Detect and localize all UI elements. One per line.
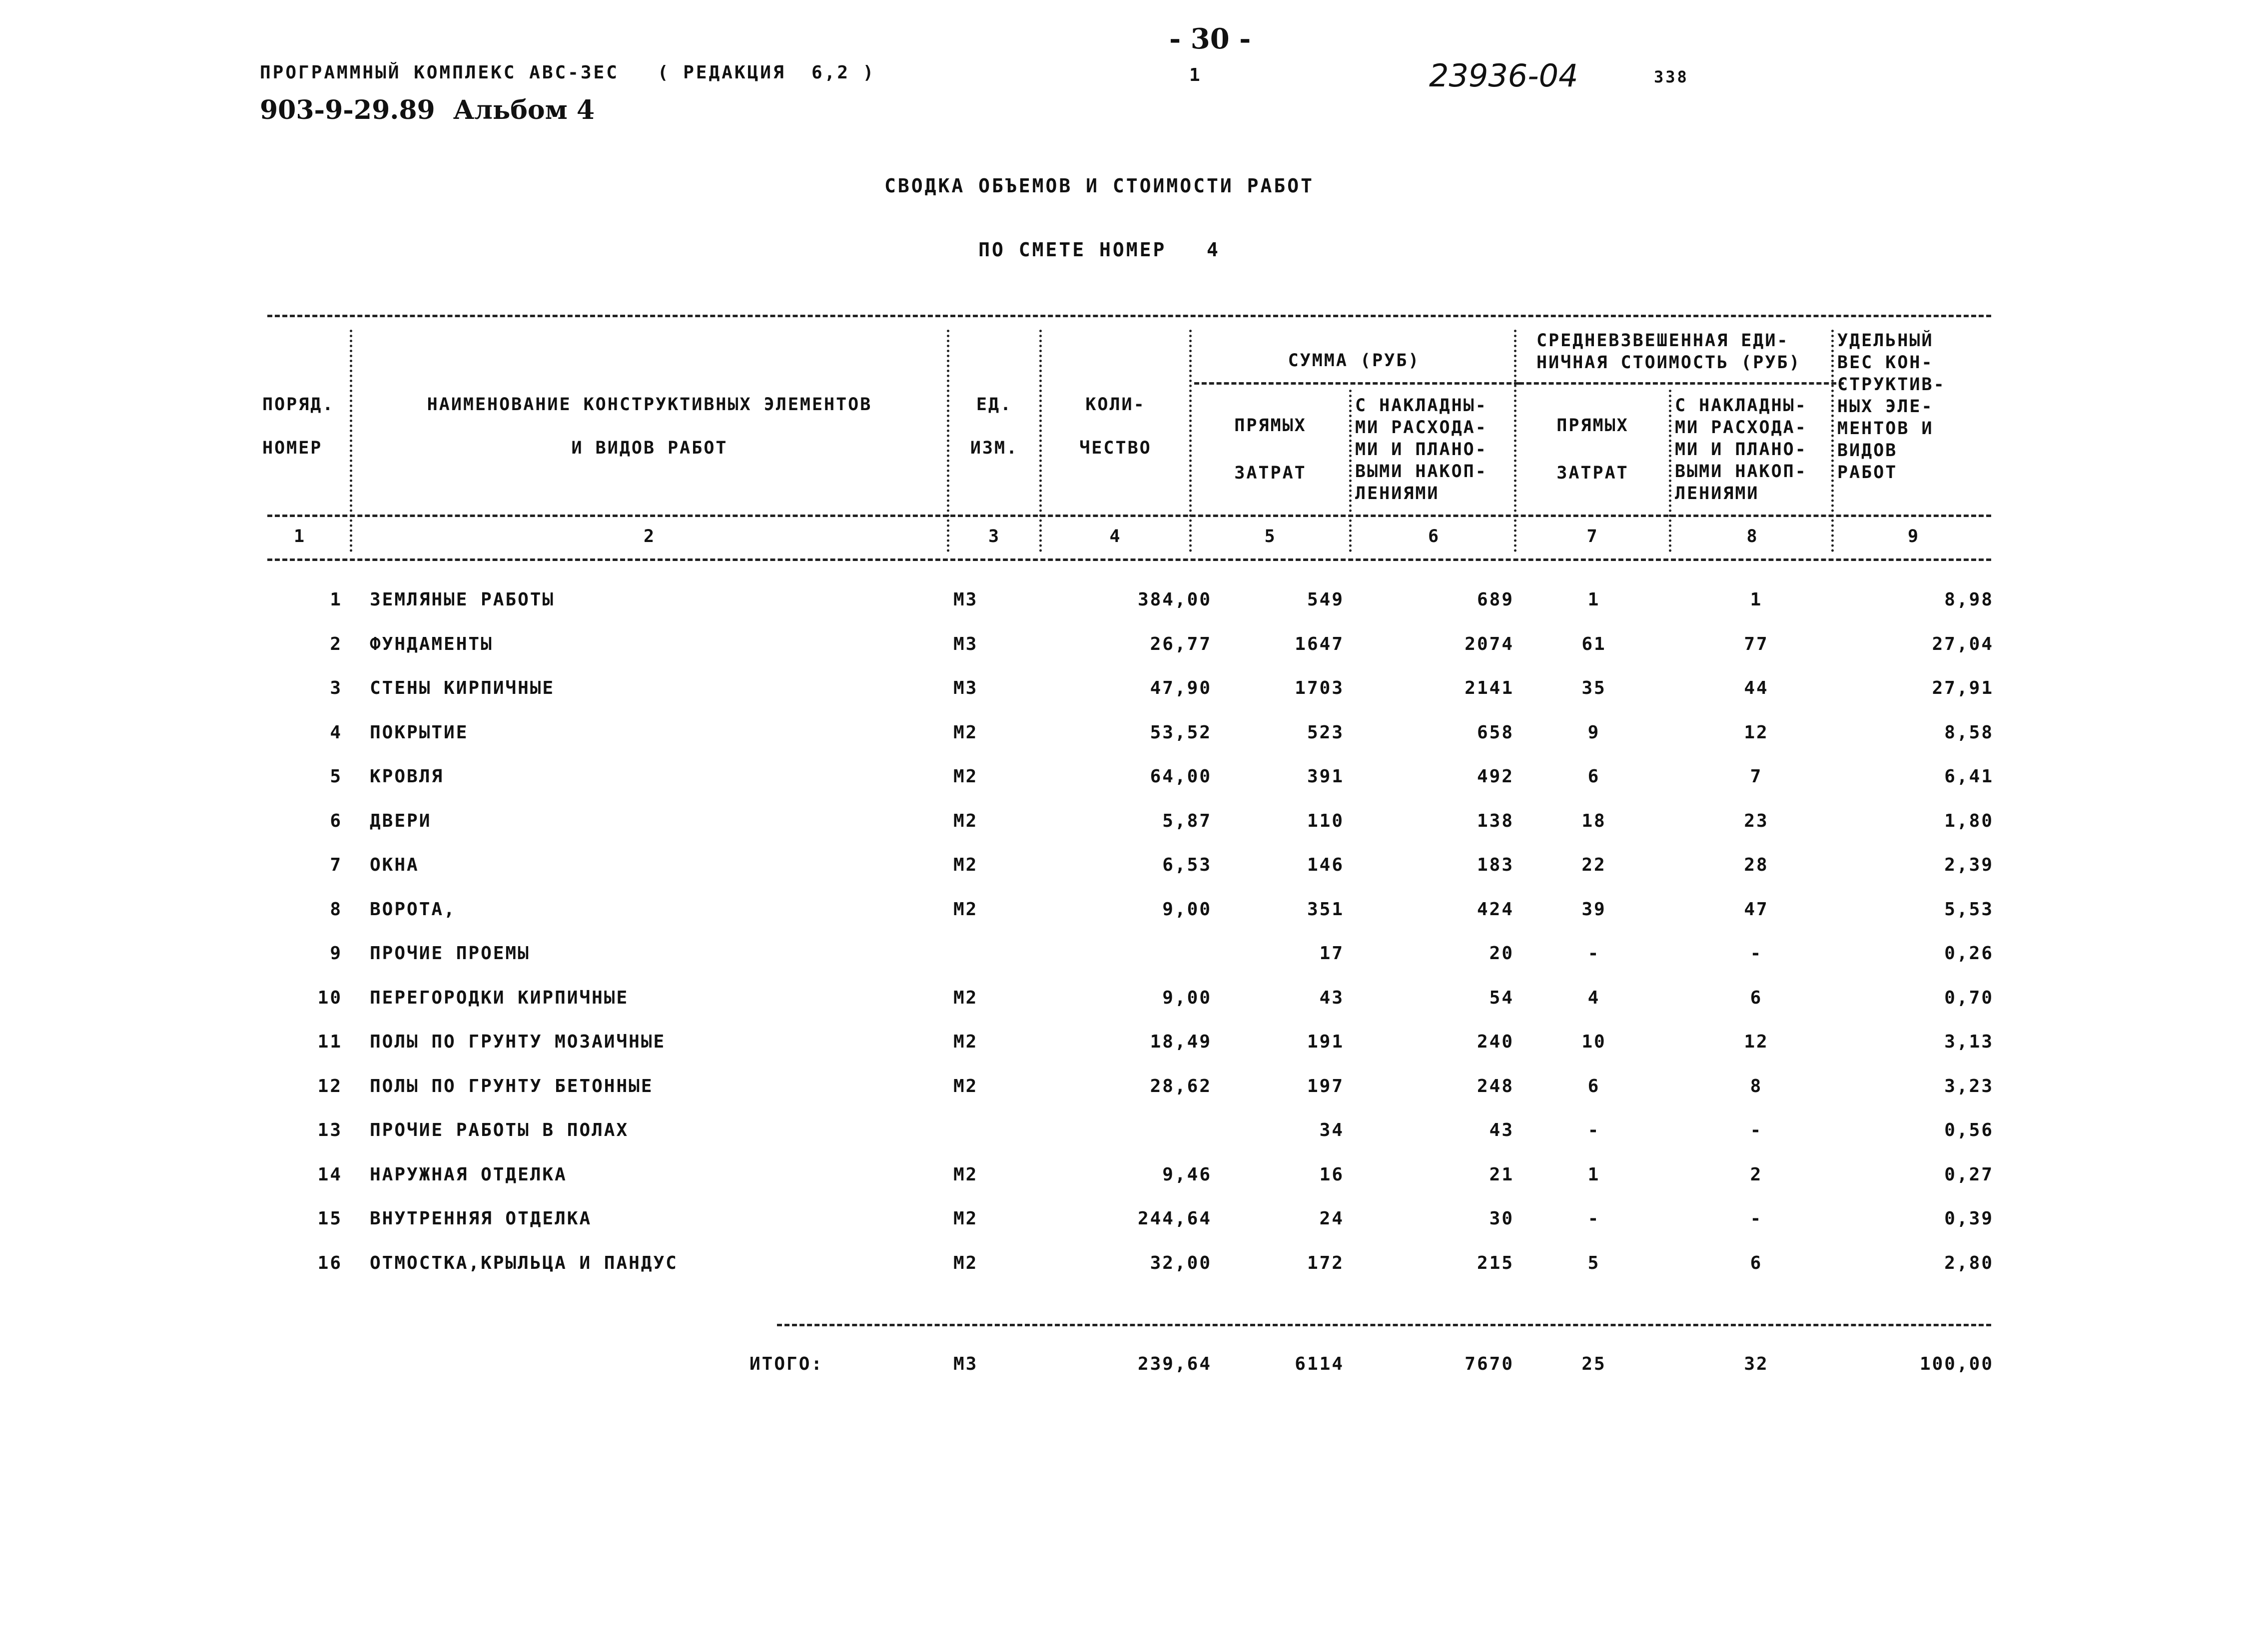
unit-direct-cost: 18: [1581, 810, 1606, 831]
program-name: ПРОГРАММНЫЙ КОМПЛЕКС АВС-ЗЕС ( РЕДАКЦИЯ 6,2 ): [260, 62, 876, 83]
cost-with-overhead: 43: [1489, 1120, 1514, 1140]
total-unit-direct-cost: 25: [1581, 1354, 1606, 1374]
cost-with-overhead: 30: [1489, 1208, 1514, 1229]
row-number: 14: [317, 1164, 342, 1185]
col9-header-line2: ВЕС КОН-: [1837, 353, 1934, 373]
col7-header-line2: ЗАТРАТ: [1556, 463, 1629, 483]
direct-cost: 1647: [1295, 633, 1344, 654]
row-number: 7: [330, 855, 342, 875]
col9-header-line1: УДЕЛЬНЫЙ: [1837, 331, 1934, 351]
share-percent: 6,41: [1944, 766, 1994, 787]
unit-cost-with-overhead: 7: [1750, 766, 1763, 787]
unit-direct-cost: 1: [1587, 1164, 1600, 1185]
row-number: 6: [330, 810, 342, 831]
share-percent: 0,70: [1944, 987, 1994, 1008]
cost-with-overhead: 248: [1477, 1076, 1514, 1097]
total-quantity: 239,64: [1137, 1354, 1212, 1374]
total-direct-cost: 6114: [1295, 1354, 1344, 1374]
direct-cost: 110: [1307, 810, 1344, 831]
unit-direct-cost: 39: [1581, 899, 1606, 920]
unit-direct-cost: 4: [1587, 987, 1600, 1008]
share-percent: 1,80: [1944, 810, 1994, 831]
unit-cost-with-overhead: 6: [1750, 987, 1763, 1008]
unit-direct-cost: -: [1587, 943, 1600, 964]
share-percent: 2,80: [1944, 1252, 1994, 1273]
row-number: 9: [330, 943, 342, 964]
work-name: ФУНДАМЕНТЫ: [370, 633, 493, 654]
col4-header-line1: КОЛИ-: [1085, 395, 1146, 415]
quantity: 53,52: [1150, 722, 1212, 743]
col-separator: [1189, 330, 1192, 552]
share-percent: 27,04: [1932, 633, 1994, 654]
share-percent: 0,26: [1944, 943, 1994, 964]
work-name: ДВЕРИ: [370, 810, 432, 831]
direct-cost: 16: [1319, 1164, 1344, 1185]
col-number-5: 5: [1264, 527, 1277, 547]
unit-direct-cost: 61: [1581, 633, 1606, 654]
col9-header-line6: ВИДОВ: [1837, 441, 1898, 461]
quantity: 26,77: [1150, 633, 1212, 654]
work-name: НАРУЖНАЯ ОТДЕЛКА: [370, 1164, 567, 1185]
col5-header-line1: ПРЯМЫХ: [1234, 416, 1307, 436]
unit-cost-with-overhead: 47: [1744, 899, 1769, 920]
unit: М2: [953, 810, 978, 831]
row-number: 5: [330, 766, 342, 787]
document-title: СВОДКА ОБЪЕМОВ И СТОИМОСТИ РАБОТ: [884, 175, 1315, 197]
col-number-1: 1: [293, 527, 306, 547]
total-share-percent: 100,00: [1919, 1354, 1994, 1374]
cost-with-overhead: 689: [1477, 589, 1514, 610]
share-percent: 8,98: [1944, 589, 1994, 610]
unit-group-rule: [1519, 382, 1844, 385]
unit-cost-with-overhead: 6: [1750, 1252, 1763, 1273]
unit: М2: [953, 987, 978, 1008]
cost-with-overhead: 20: [1489, 943, 1514, 964]
work-name: ПЕРЕГОРОДКИ КИРПИЧНЫЕ: [370, 987, 629, 1008]
work-name: ОКНА: [370, 855, 419, 875]
row-number: 16: [317, 1252, 342, 1273]
code-suffix: 338: [1654, 67, 1689, 86]
unit-cost-with-overhead: 1: [1750, 589, 1763, 610]
unit: М2: [953, 722, 978, 743]
work-name: ВОРОТА,: [370, 899, 456, 920]
col-number-7: 7: [1586, 527, 1599, 547]
quantity: 28,62: [1150, 1076, 1212, 1097]
work-name: ЗЕМЛЯНЫЕ РАБОТЫ: [370, 589, 555, 610]
quantity: 9,00: [1162, 899, 1212, 920]
work-name: ОТМОСТКА,КРЫЛЬЦА И ПАНДУС: [370, 1252, 678, 1273]
share-percent: 8,58: [1944, 722, 1994, 743]
page-number: - 30 -: [1169, 22, 1251, 55]
direct-cost: 523: [1307, 722, 1344, 743]
unit: М2: [953, 1032, 978, 1052]
row-number: 11: [317, 1032, 342, 1052]
unit-cost-with-overhead: -: [1750, 1208, 1763, 1229]
col6-header-line5: ЛЕНИЯМИ: [1355, 484, 1440, 504]
row-number: 2: [330, 633, 342, 654]
unit: М2: [953, 1164, 978, 1185]
cost-with-overhead: 21: [1489, 1164, 1514, 1185]
col6-header-line3: МИ И ПЛАНО-: [1355, 440, 1488, 460]
unit: М3: [953, 589, 978, 610]
cost-with-overhead: 2141: [1465, 678, 1514, 698]
col6-header-line1: С НАКЛАДНЫ-: [1355, 396, 1488, 416]
quantity: 9,46: [1162, 1164, 1212, 1185]
unit-direct-cost: 5: [1587, 1252, 1600, 1273]
cost-with-overhead: 215: [1477, 1252, 1514, 1273]
work-name: ПОЛЫ ПО ГРУНТУ БЕТОННЫЕ: [370, 1076, 654, 1097]
quantity: 18,49: [1150, 1032, 1212, 1052]
direct-cost: 197: [1307, 1076, 1344, 1097]
share-percent: 0,27: [1944, 1164, 1994, 1185]
direct-cost: 1703: [1295, 678, 1344, 698]
unit-cost-with-overhead: 12: [1744, 722, 1769, 743]
work-name: ПОКРЫТИЕ: [370, 722, 469, 743]
unit-direct-cost: 9: [1587, 722, 1600, 743]
cost-with-overhead: 183: [1477, 855, 1514, 875]
quantity: 64,00: [1150, 766, 1212, 787]
cost-with-overhead: 240: [1477, 1032, 1514, 1052]
estimate-number: ПО СМЕТЕ НОМЕР 4: [978, 239, 1220, 261]
direct-cost: 24: [1319, 1208, 1344, 1229]
col4-header-line2: ЧЕСТВО: [1079, 438, 1152, 458]
header-bottom-rule: [267, 515, 1991, 517]
unit: М3: [953, 678, 978, 698]
row-number: 15: [317, 1208, 342, 1229]
unit-cost-with-overhead: 44: [1744, 678, 1769, 698]
unit-direct-cost: 22: [1581, 855, 1606, 875]
share-percent: 3,13: [1944, 1032, 1994, 1052]
share-percent: 5,53: [1944, 899, 1994, 920]
direct-cost: 549: [1307, 589, 1344, 610]
direct-cost: 146: [1307, 855, 1344, 875]
col-number-4: 4: [1109, 527, 1122, 547]
share-percent: 27,91: [1932, 678, 1994, 698]
unit-cost-with-overhead: 8: [1750, 1076, 1763, 1097]
share-percent: 3,23: [1944, 1076, 1994, 1097]
document-code: 23936-04: [1429, 57, 1578, 94]
cost-with-overhead: 658: [1477, 722, 1514, 743]
unit-group-header-line1: СРЕДНЕВЗВЕШЕННАЯ ЕДИ-: [1536, 331, 1789, 351]
column-numbers-rule: [267, 558, 1991, 561]
cost-with-overhead: 2074: [1465, 633, 1514, 654]
share-percent: 2,39: [1944, 855, 1994, 875]
work-name: КРОВЛЯ: [370, 766, 444, 787]
album-reference: 903-9-29.89 Альбом 4: [260, 95, 595, 125]
row-number: 8: [330, 899, 342, 920]
cost-with-overhead: 492: [1477, 766, 1514, 787]
col2-header-line2: И ВИДОВ РАБОТ: [571, 438, 728, 458]
share-percent: 0,56: [1944, 1120, 1994, 1140]
row-number: 10: [317, 987, 342, 1008]
quantity: 9,00: [1162, 987, 1212, 1008]
unit-direct-cost: -: [1587, 1120, 1600, 1140]
quantity: 32,00: [1150, 1252, 1212, 1273]
col-separator: [1349, 390, 1352, 552]
col8-header-line4: ВЫМИ НАКОП-: [1675, 462, 1807, 482]
cost-with-overhead: 138: [1477, 810, 1514, 831]
col8-header-line2: МИ РАСХОДА-: [1675, 418, 1807, 438]
sheet-number: 1: [1189, 65, 1202, 85]
unit: М2: [953, 1076, 978, 1097]
col-number-3: 3: [988, 527, 1001, 547]
col8-header-line3: МИ И ПЛАНО-: [1675, 440, 1807, 460]
unit-cost-with-overhead: 2: [1750, 1164, 1763, 1185]
unit-direct-cost: 6: [1587, 1076, 1600, 1097]
work-name: ПРОЧИЕ РАБОТЫ В ПОЛАХ: [370, 1120, 629, 1140]
work-name: СТЕНЫ КИРПИЧНЫЕ: [370, 678, 555, 698]
unit-direct-cost: 35: [1581, 678, 1606, 698]
col-number-6: 6: [1428, 527, 1441, 547]
quantity: 47,90: [1150, 678, 1212, 698]
total-unit-cost-with-overhead: 32: [1744, 1354, 1769, 1374]
unit: М2: [953, 899, 978, 920]
quantity: 5,87: [1162, 810, 1212, 831]
total-unit: М3: [953, 1354, 978, 1374]
col-number-2: 2: [643, 527, 656, 547]
col9-header-line4: НЫХ ЭЛЕ-: [1837, 397, 1934, 417]
direct-cost: 17: [1319, 943, 1344, 964]
cost-with-overhead: 54: [1489, 987, 1514, 1008]
col8-header-line1: С НАКЛАДНЫ-: [1675, 396, 1807, 416]
unit-cost-with-overhead: 12: [1744, 1032, 1769, 1052]
cost-with-overhead: 424: [1477, 899, 1514, 920]
unit: М2: [953, 1208, 978, 1229]
col9-header-line5: МЕНТОВ И: [1837, 419, 1934, 439]
share-percent: 0,39: [1944, 1208, 1994, 1229]
col6-header-line4: ВЫМИ НАКОП-: [1355, 462, 1488, 482]
col9-header-line7: РАБОТ: [1837, 463, 1898, 483]
quantity: 6,53: [1162, 855, 1212, 875]
direct-cost: 191: [1307, 1032, 1344, 1052]
col-separator: [350, 330, 352, 552]
col-separator: [1831, 330, 1834, 552]
direct-cost: 351: [1307, 899, 1344, 920]
row-number: 13: [317, 1120, 342, 1140]
col1-header-line1: ПОРЯД.: [262, 395, 335, 415]
direct-cost: 391: [1307, 766, 1344, 787]
col3-header-line2: ИЗМ.: [970, 438, 1019, 458]
unit: М2: [953, 855, 978, 875]
col5-header-line2: ЗАТРАТ: [1234, 463, 1307, 483]
unit: М2: [953, 1252, 978, 1273]
work-name: ПРОЧИЕ ПРОЕМЫ: [370, 943, 530, 964]
col-separator: [1669, 390, 1671, 552]
sum-group-header: СУММА (РУБ): [1288, 351, 1421, 371]
unit-cost-with-overhead: 77: [1744, 633, 1769, 654]
col7-header-line1: ПРЯМЫХ: [1556, 416, 1629, 436]
col-separator: [1514, 330, 1516, 552]
total-cost-with-overhead: 7670: [1465, 1354, 1514, 1374]
work-name: ВНУТРЕННЯЯ ОТДЕЛКА: [370, 1208, 592, 1229]
col3-header-line1: ЕД.: [976, 395, 1013, 415]
col1-header-line2: НОМЕР: [262, 438, 323, 458]
unit-cost-with-overhead: 23: [1744, 810, 1769, 831]
unit-cost-with-overhead: -: [1750, 1120, 1763, 1140]
total-rule: [777, 1324, 1991, 1326]
col2-header-line1: НАИМЕНОВАНИЕ КОНСТРУКТИВНЫХ ЭЛЕМЕНТОВ: [427, 395, 872, 415]
quantity: 244,64: [1137, 1208, 1212, 1229]
direct-cost: 172: [1307, 1252, 1344, 1273]
unit-cost-with-overhead: 28: [1744, 855, 1769, 875]
row-number: 4: [330, 722, 342, 743]
unit: М2: [953, 766, 978, 787]
work-name: ПОЛЫ ПО ГРУНТУ МОЗАИЧНЫЕ: [370, 1032, 666, 1052]
col6-header-line2: МИ РАСХОДА-: [1355, 418, 1488, 438]
unit-direct-cost: -: [1587, 1208, 1600, 1229]
unit-direct-cost: 1: [1587, 589, 1600, 610]
sum-group-rule: [1194, 382, 1519, 385]
row-number: 12: [317, 1076, 342, 1097]
direct-cost: 43: [1319, 987, 1344, 1008]
unit-direct-cost: 10: [1581, 1032, 1606, 1052]
direct-cost: 34: [1319, 1120, 1344, 1140]
unit-direct-cost: 6: [1587, 766, 1600, 787]
unit-cost-with-overhead: -: [1750, 943, 1763, 964]
total-label: ИТОГО:: [749, 1354, 824, 1374]
col-number-8: 8: [1746, 527, 1759, 547]
col-number-9: 9: [1907, 527, 1920, 547]
col8-header-line5: ЛЕНИЯМИ: [1675, 484, 1759, 504]
row-number: 3: [330, 678, 342, 698]
col9-header-line3: СТРУКТИВ-: [1837, 375, 1946, 395]
row-number: 1: [330, 589, 342, 610]
unit: М3: [953, 633, 978, 654]
unit-group-header-line2: НИЧНАЯ СТОИМОСТЬ (РУБ): [1536, 353, 1801, 373]
table-top-rule: [267, 315, 1991, 317]
quantity: 384,00: [1137, 589, 1212, 610]
